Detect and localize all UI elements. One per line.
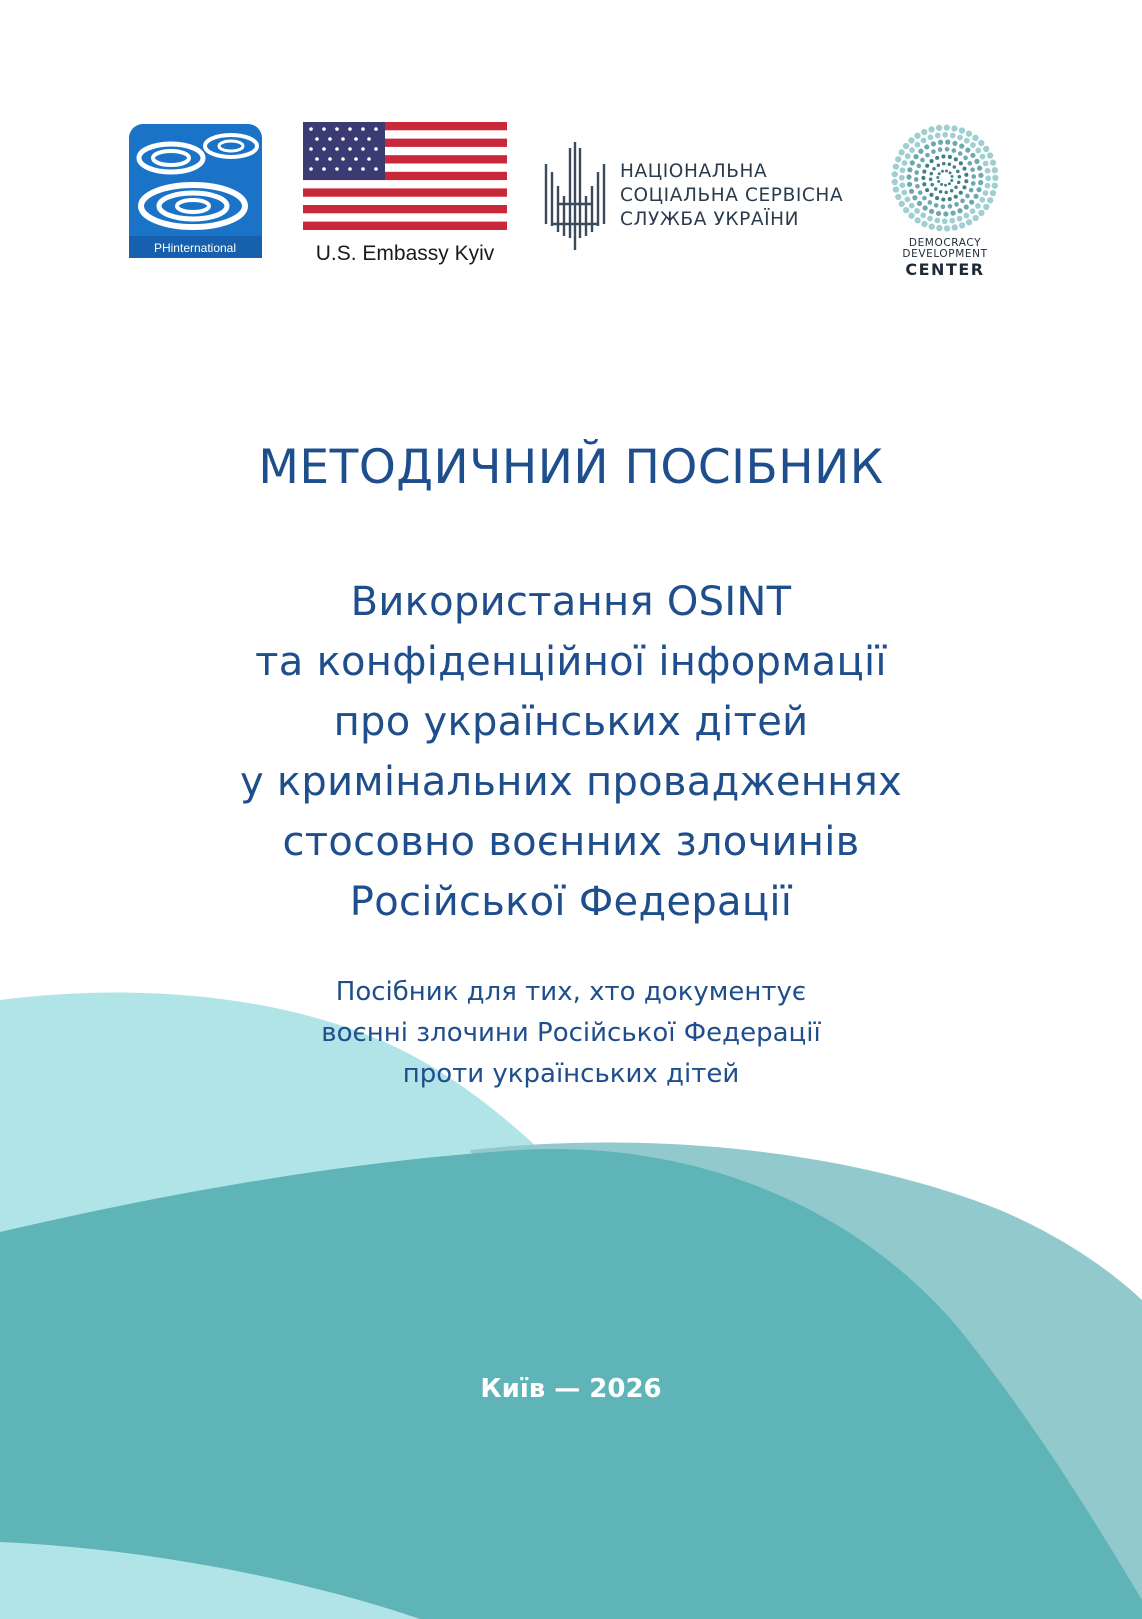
sphere-dot	[903, 207, 909, 213]
sphere-dot	[905, 197, 911, 203]
sphere-dot	[948, 155, 952, 159]
sphere-dot	[941, 170, 944, 173]
sphere-dot	[958, 175, 962, 179]
sphere-dot	[971, 181, 976, 186]
sphere-dot	[935, 196, 939, 200]
sphere-dot	[950, 133, 956, 139]
sphere-dot	[948, 163, 952, 167]
sphere-dot	[957, 216, 963, 222]
sphere-dot	[942, 132, 948, 138]
sphere-dot	[931, 141, 936, 146]
sphere-dot	[939, 190, 943, 194]
ddc-wordmark	[885, 238, 1005, 279]
sphere-dot	[978, 180, 983, 185]
sphere-dot	[969, 188, 974, 193]
sphere-dot	[990, 190, 996, 196]
trident-emblem-icon	[542, 142, 608, 250]
sphere-dot	[992, 167, 998, 173]
sphere-dot	[948, 197, 952, 201]
sphere-dot	[965, 194, 970, 199]
nss-wordmark	[620, 160, 843, 232]
sphere-dot	[909, 203, 915, 209]
sphere-dot	[922, 196, 927, 201]
sphere-dot	[931, 149, 936, 154]
sphere-dot	[938, 172, 941, 175]
sphere-dot	[954, 202, 959, 207]
sphere-dot	[899, 175, 905, 181]
democracy-development-center-logo	[885, 122, 1005, 287]
sphere-dot	[921, 176, 925, 180]
sphere-dot	[898, 149, 904, 155]
sphere-dot	[915, 217, 921, 223]
sphere-dot	[976, 187, 981, 192]
sphere-dot	[952, 141, 957, 146]
sphere-dot	[959, 191, 963, 195]
ph-international-icon	[129, 124, 262, 258]
sphere-dot	[937, 180, 940, 183]
sphere-dot	[970, 142, 976, 148]
sphere-dot	[959, 127, 965, 133]
sphere-dot	[987, 197, 993, 203]
sphere-dot	[944, 191, 948, 195]
sphere-dot	[970, 153, 975, 158]
sphere-dot	[970, 167, 975, 172]
sphere-dot	[934, 187, 938, 191]
sphere-dot	[974, 159, 979, 164]
subtitle-line: та конфіденційної інформації	[255, 639, 887, 685]
sphere-dot	[920, 212, 926, 218]
sphere-dot	[983, 204, 989, 210]
subtitle-line: Використання OSINT	[350, 579, 792, 625]
sphere-dot	[950, 179, 953, 182]
sphere-dot	[921, 129, 927, 135]
sphere-dot	[941, 154, 945, 158]
sphere-dot	[953, 165, 957, 169]
sphere-dot	[893, 186, 899, 192]
sphere-dot	[966, 219, 972, 225]
sphere-dot	[958, 151, 963, 156]
sphere-dot	[957, 208, 962, 213]
sphere-dot	[945, 147, 950, 152]
sphere-dot	[985, 183, 991, 189]
sphere-dot	[915, 142, 921, 148]
sphere-dot	[930, 183, 934, 187]
sphere-dot	[972, 215, 978, 221]
sphere-dot	[975, 203, 981, 209]
sphere-dot	[942, 162, 946, 166]
sphere-dot	[967, 161, 972, 166]
sphere-dot	[936, 176, 939, 179]
subtitle-line: стосовно воєнних злочинів	[282, 819, 860, 865]
sphere-dot	[918, 190, 923, 195]
ddc-line: DEMOCRACY	[908, 237, 982, 249]
sphere-dot	[964, 179, 968, 183]
sphere-dot	[949, 171, 952, 174]
sphere-dot	[959, 161, 963, 165]
sphere-dot	[925, 153, 930, 158]
sphere-dot	[906, 174, 911, 179]
sphere-dot	[924, 144, 929, 149]
sphere-dot	[934, 203, 939, 208]
sphere-dot	[902, 160, 908, 166]
national-social-service-logo	[542, 142, 872, 250]
us-embassy-caption: U.S. Embassy Kyiv	[315, 242, 495, 265]
sphere-dot	[900, 182, 906, 188]
sphere-dot	[954, 186, 958, 190]
sphere-dot	[964, 138, 970, 144]
sphere-dot	[895, 194, 901, 200]
sphere-dot	[940, 183, 943, 186]
sphere-dot	[965, 148, 970, 153]
sphere-dot	[977, 166, 982, 171]
sphere-dot	[980, 154, 986, 160]
sphere-dot	[952, 224, 958, 230]
sphere-dot	[921, 138, 927, 144]
sphere-dot	[959, 144, 964, 149]
sphere-dot	[918, 149, 923, 154]
sphere-dot	[932, 167, 936, 171]
sphere-dot	[893, 163, 899, 169]
subtitle-line: Російської Федерації	[349, 879, 793, 925]
sphere-dot	[903, 143, 909, 149]
sphere-dot	[962, 185, 966, 189]
nss-line: НАЦІОНАЛЬНА	[620, 161, 768, 182]
sphere-dot	[936, 225, 942, 231]
sphere-dot	[944, 184, 947, 187]
sphere-dot	[970, 208, 976, 214]
sphere-dot	[983, 161, 989, 167]
sphere-dot	[930, 159, 934, 163]
guide-line: Посібник для тих, хто документує	[335, 977, 807, 1007]
sphere-dot	[935, 133, 941, 139]
sphere-dot	[927, 216, 933, 222]
dotted-sphere-emblem-icon	[885, 122, 1005, 234]
sphere-dot	[929, 209, 934, 214]
sphere-dot	[945, 169, 948, 172]
sphere-dot	[910, 160, 915, 165]
sphere-dot	[948, 204, 953, 209]
sphere-dot	[943, 211, 948, 216]
sphere-dot	[938, 140, 943, 145]
sphere-dot	[895, 156, 901, 162]
guide-line: воєнні злочини Російської Федерації	[321, 1018, 821, 1048]
sphere-dot	[992, 182, 998, 188]
sphere-dot	[944, 124, 950, 130]
sphere-dot	[945, 140, 950, 145]
sphere-dot	[908, 213, 914, 219]
sphere-dot	[900, 167, 906, 173]
sphere-dot	[990, 160, 996, 166]
document-title: МЕТОДИЧНИЙ ПОСІБНИК	[258, 440, 884, 495]
sphere-dot	[892, 171, 898, 177]
ddc-line: CENTER	[905, 260, 985, 279]
sphere-dot	[975, 148, 981, 154]
sphere-dot	[979, 197, 985, 203]
sphere-dot	[964, 173, 968, 177]
document-subtitle	[0, 572, 1142, 932]
place-and-year: Київ — 2026	[480, 1374, 662, 1404]
sphere-dot	[957, 181, 961, 185]
sphere-dot	[936, 211, 941, 216]
sphere-dot	[913, 154, 918, 159]
sphere-dot	[928, 134, 934, 140]
sphere-dot	[966, 131, 972, 137]
sphere-dot	[983, 190, 989, 196]
sphere-dot	[952, 148, 957, 153]
sphere-dot	[920, 158, 925, 163]
sphere-dot	[899, 201, 905, 207]
us-embassy-logo	[303, 122, 507, 272]
sphere-dot	[914, 208, 920, 214]
sphere-dot	[944, 225, 950, 231]
sphere-dot	[941, 197, 945, 201]
sphere-dot	[922, 170, 926, 174]
guide-description	[0, 972, 1142, 1095]
sphere-dot	[925, 164, 929, 168]
sphere-dot	[901, 190, 907, 196]
sphere-dot	[983, 146, 989, 152]
sphere-dot	[907, 167, 912, 172]
sphere-dot	[941, 204, 946, 209]
subtitle-line: про українських дітей	[333, 699, 809, 745]
sphere-dot	[909, 147, 915, 153]
sphere-dot	[951, 125, 957, 131]
sphere-dot	[972, 135, 978, 141]
sphere-dot	[909, 189, 914, 194]
sphere-dot	[908, 137, 914, 143]
sphere-dot	[956, 170, 960, 174]
sphere-dot	[915, 184, 920, 189]
sphere-dot	[936, 125, 942, 131]
sphere-dot	[949, 218, 955, 224]
sphere-dot	[892, 179, 898, 185]
sphere-dot	[951, 175, 954, 178]
sphere-dot	[914, 170, 919, 175]
sphere-dot	[978, 210, 984, 216]
sphere-dot	[929, 193, 933, 197]
sphere-dot	[942, 218, 948, 224]
sphere-dot	[963, 156, 968, 161]
sphere-dot	[978, 140, 984, 146]
sphere-dot	[985, 168, 991, 174]
sphere-dot	[923, 205, 928, 210]
sphere-dot	[960, 199, 965, 204]
sphere-dot	[922, 182, 926, 186]
ph-international-logo	[129, 124, 262, 258]
ddc-line: DEVELOPMENT	[902, 248, 988, 260]
sphere-dot	[935, 156, 939, 160]
sphere-dot	[905, 153, 911, 159]
sphere-dot	[950, 189, 954, 193]
sphere-dot	[917, 164, 922, 169]
sphere-dot	[954, 195, 958, 199]
ph-international-wordmark: PHinternational	[153, 241, 237, 255]
sphere-dot	[964, 204, 969, 209]
sphere-dot	[948, 182, 951, 185]
sphere-dot	[957, 135, 963, 141]
sphere-dot	[934, 218, 940, 224]
nss-line: СЛУЖБА УКРАЇНИ	[620, 209, 800, 230]
us-flag-icon	[303, 122, 507, 230]
sphere-dot	[978, 173, 983, 178]
sphere-dot	[921, 221, 927, 227]
sphere-dot	[987, 152, 993, 158]
sphere-dot	[985, 175, 991, 181]
sphere-dot	[917, 201, 922, 206]
sphere-dot	[914, 177, 919, 182]
sphere-dot	[959, 222, 965, 228]
sphere-dot	[907, 182, 912, 187]
sphere-dot	[971, 174, 976, 179]
sphere-dot	[914, 133, 920, 139]
sphere-dot	[964, 213, 970, 219]
sphere-dot	[925, 188, 929, 192]
sphere-dot	[962, 167, 966, 171]
sphere-dot	[973, 194, 978, 199]
sphere-dot	[928, 126, 934, 132]
nss-line: СОЦІАЛЬНА СЕРВІСНА	[620, 185, 844, 206]
sphere-dot	[954, 157, 958, 161]
sphere-dot	[928, 200, 933, 205]
sphere-dot	[938, 147, 943, 152]
guide-line: проти українських дітей	[402, 1059, 740, 1089]
sphere-dot	[992, 175, 998, 181]
sphere-dot	[930, 172, 934, 176]
sphere-dot	[929, 223, 935, 229]
sphere-dot	[950, 210, 955, 215]
sphere-dot	[912, 195, 917, 200]
sphere-dot	[929, 177, 933, 181]
subtitle-line: у кримінальних провадженнях	[239, 759, 903, 805]
sphere-dot	[937, 163, 941, 167]
sphere-dot	[969, 200, 974, 205]
